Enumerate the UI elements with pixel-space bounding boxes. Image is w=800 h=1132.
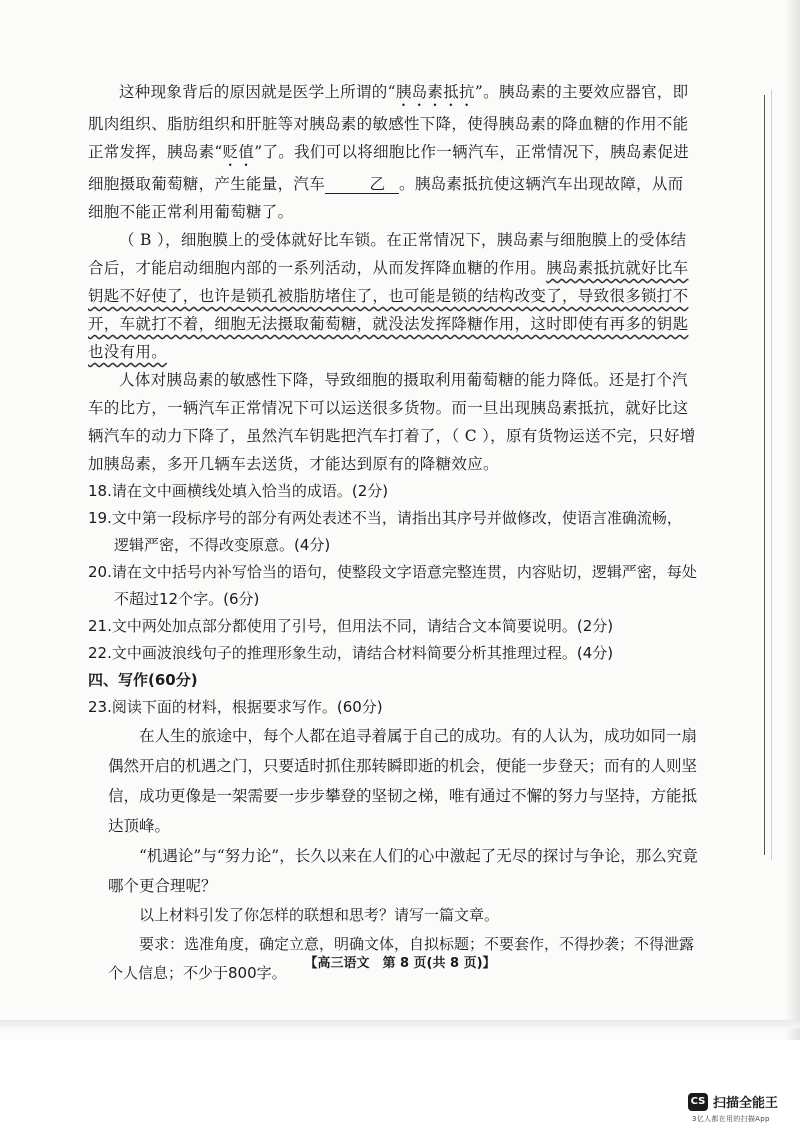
wavy-underlined-sentence: 胰岛素抵抗就好比车钥匙不好使了，也许是锁孔被脂肪堵住了，也可能是锁的结构改变了，导致很多锁打不开，车就打不着，细胞无法摄取葡萄糖，就没法发挥降糖作用，这时即使有再多的钥匙也没有用。 xyxy=(88,259,689,361)
question-19-cont: 逻辑严密，不得改变原意。(4分) xyxy=(114,536,331,554)
passage-paragraph-2: （ B ），细胞膜上的受体就好比车锁。在正常情况下，胰岛素与细胞膜上的受体结合后，才能启动细胞内部的一系列活动，从而发挥降血糖的作用。胰岛素抵抗就好比车钥匙不好使了，也许是锁孔被脂肪堵住了，也可能是锁的结构改变了，导致很多锁打不开，车就打不着，细胞无法摄取葡萄糖，就没法发挥降糖作用，这时即使有再多的钥匙也没有用。 xyxy=(88,231,689,361)
scanner-app-name: 扫描全能王 xyxy=(713,1096,779,1111)
scanner-watermark xyxy=(688,1092,778,1111)
writing-material-1: 在人生的旅途中，每个人都在追寻着属于自己的成功。有的人认为，成功如同一扇偶然开启的机遇之门，只要适时抓住那转瞬即逝的机会，便能一步登天；而有的人则坚信，成功更像是一架需要一步步攀登的坚韧之梯，唯有通过不懈的努力与坚持，方能抵达顶峰。 xyxy=(108,727,698,835)
bracket-answer-c: C xyxy=(464,427,477,445)
margin-line xyxy=(764,95,765,855)
camscanner-logo-icon: CS xyxy=(688,1093,708,1111)
question-22: 22.文中画波浪线句子的推理形象生动，请结合材料简要分析其推理过程。(4分) xyxy=(88,644,614,662)
bracket-answer-b: B xyxy=(140,231,152,249)
question-21: 21.文中两处加点部分都使用了引号，但用法不同，请结合文本简要说明。(2分) xyxy=(88,617,614,635)
question-18: 18.请在文中画横线处填入恰当的成语。(2分) xyxy=(88,482,389,500)
passage-paragraph-1: 这种现象背后的原因就是医学上所谓的“胰岛素抵抗”。胰岛素的主要效应器官，即肌肉组织、脂肪组织和肝脏等对胰岛素的敏感性下降，使得胰岛素的降血糖的作用不能正常发挥，胰岛素“贬值”了。我们可以将细胞比作一辆汽车，正常情况下，胰岛素促进细胞摄取葡萄糖，产生能量，汽车 乙 。胰岛素抵抗使这辆汽车出现故障，从而细胞不能正常利用葡萄糖了。 xyxy=(88,83,690,221)
writing-prompt: 以上材料引发了你怎样的联想和思考？请写一篇文章。 xyxy=(139,906,500,924)
question-20-cont: 不超过12个字。(6分) xyxy=(114,590,260,608)
page-edge-shadow xyxy=(786,0,800,1040)
writing-requirements: 要求：选准角度，确定立意，明确文体，自拟标题；不要套作，不得抄袭；不得泄露个人信息；不少于800字。 xyxy=(108,935,695,982)
page-bottom-edge xyxy=(0,1020,800,1028)
writing-material-2: “机遇论”与“努力论”，长久以来在人们的心中激起了无尽的探讨与争论，那么究竟哪个更合理呢？ xyxy=(108,847,698,895)
page-footer: 【高三语文 第 8 页(共 8 页)】 xyxy=(304,956,496,971)
passage-paragraph-3: 人体对胰岛素的敏感性下降，导致细胞的摄取利用葡萄糖的能力降低。还是打个汽车的比方，一辆汽车正常情况下可以运送很多货物。而一旦出现胰岛素抵抗，就好比这辆汽车的动力下降了，虽然汽车钥匙把汽车打着了，（ C ），原有货物运送不完，只好增加胰岛素，多开几辆车去送货，才能达到原有的降糖效应。 xyxy=(88,371,696,473)
blank-fill-line: 乙 xyxy=(325,175,399,194)
dotted-quote-1: “胰岛素抵抗” xyxy=(387,83,484,101)
question-23: 23.阅读下面的材料，根据要求写作。(60分) xyxy=(88,698,383,716)
margin-line-faint xyxy=(771,90,772,860)
question-19: 19.文中第一段标序号的部分有两处表述不当，请指出其序号并做修改，使语言准确流畅， xyxy=(88,509,682,527)
page-content xyxy=(88,78,698,988)
section-writing-header: 四、写作(60分) xyxy=(88,671,198,689)
dotted-quote-2: “贬值” xyxy=(214,143,263,161)
question-20: 20.请在文中括号内补写恰当的语句，使整段文字语意完整连贯，内容贴切，逻辑严密，每处 xyxy=(88,563,697,581)
scanner-tagline: 3亿人都在用的扫描App xyxy=(692,1115,770,1123)
